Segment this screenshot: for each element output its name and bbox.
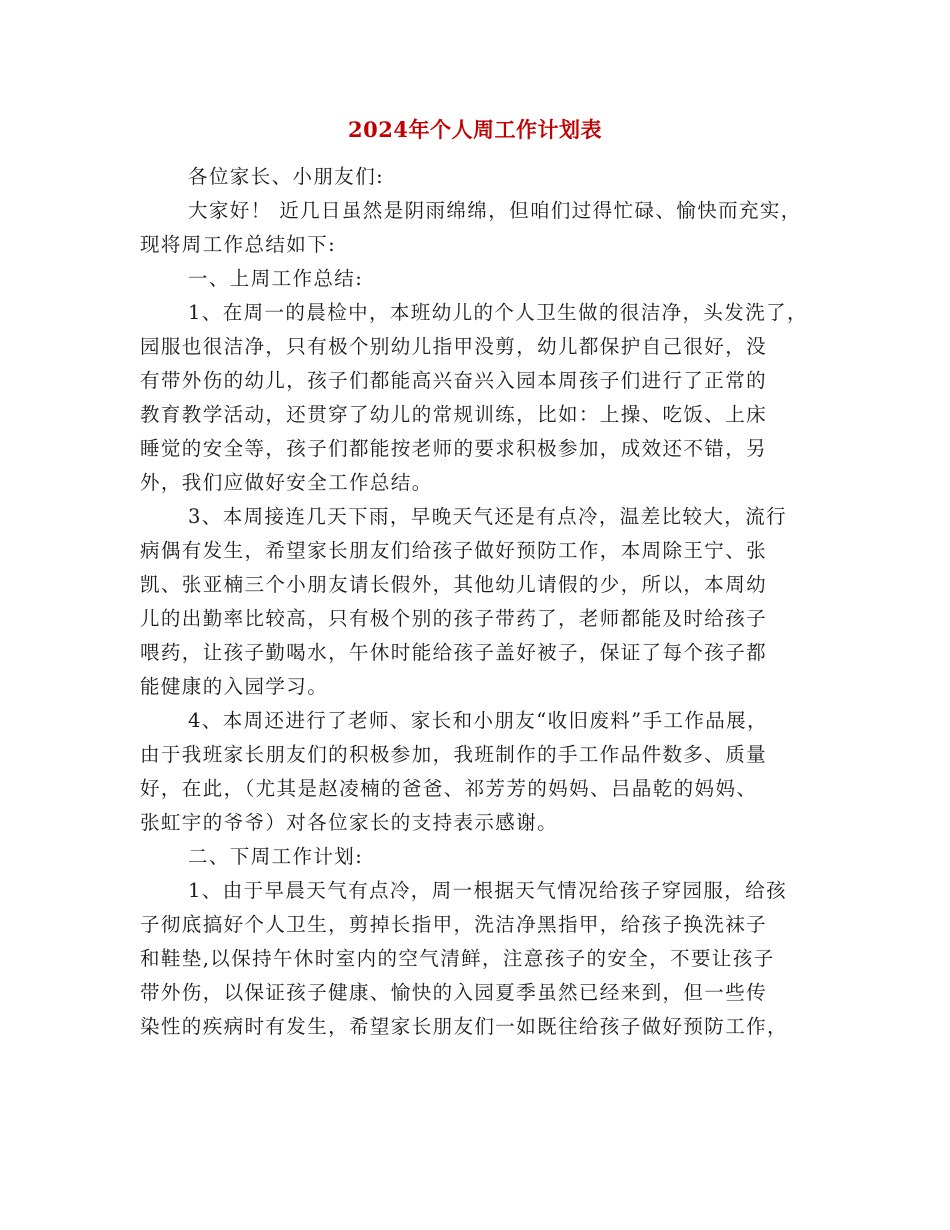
text-line: 二、下周工作计划:: [188, 845, 364, 868]
text-line: 外，我们应做好安全工作总结。: [140, 471, 433, 494]
text-line: 张虹宇的爷爷）对各位家长的支持表示感谢。: [140, 811, 559, 834]
text-line: 现将周工作总结如下:: [140, 233, 337, 256]
text-line: 1、在周一的晨检中，本班幼儿的个人卫生做的很洁净，头发洗了，: [188, 301, 808, 324]
text-line: 凯、张亚楠三个小朋友请长假外，其他幼儿请假的少，所以，本周幼: [140, 573, 768, 596]
text-line: 园服也很洁净，只有极个别幼儿指甲没剪，幼儿都保护自己很好，没: [140, 335, 768, 358]
text-line: 带外伤，以保证孩子健康、愉快的入园夏季虽然已经来到，但一些传: [140, 981, 768, 1004]
document-body: [140, 160, 820, 1044]
text-line: 大家好！ 近几日虽然是阴雨绵绵，但咱们过得忙碌、愉快而充实，: [188, 199, 802, 222]
text-line: 各位家长、小朋友们:: [188, 165, 385, 188]
text-line: 病偶有发生，希望家长朋友们给孩子做好预防工作，本周除王宁、张: [140, 539, 768, 562]
text-line: 4、本周还进行了老师、家长和小朋友“收旧废料”手工作品展，: [188, 709, 768, 732]
document-title: 2024年个人周工作计划表: [348, 117, 602, 142]
text-line: 能健康的入园学习。: [140, 675, 329, 698]
text-line: 1、由于早晨天气有点冷，周一根据天气情况给孩子穿园服，给孩: [188, 879, 788, 902]
text-line: 3、本周接连几天下雨，早晚天气还是有点冷，温差比较大，流行: [188, 505, 788, 528]
text-line: 喂药，让孩子勤喝水，午休时能给孩子盖好被子，保证了每个孩子都: [140, 641, 768, 664]
text-line: 一、上周工作总结:: [188, 267, 364, 290]
text-line: 睡觉的安全等，孩子们都能按老师的要求积极参加，成效还不错，另: [140, 437, 768, 460]
text-line: 由于我班家长朋友们的积极参加，我班制作的手工作品件数多、质量: [140, 743, 768, 766]
text-line: 教育教学活动，还贯穿了幼儿的常规训练，比如：上操、吃饭、上床: [140, 403, 768, 426]
text-line: 子彻底搞好个人卫生，剪掉长指甲，洗洁净黑指甲，给孩子换洗袜子: [140, 913, 768, 936]
text-line: 儿的出勤率比较高，只有极个别的孩子带药了，老师都能及时给孩子: [140, 607, 768, 630]
text-line: 有带外伤的幼儿，孩子们都能高兴奋兴入园本周孩子们进行了正常的: [140, 369, 768, 392]
text-line: 好，在此，（尤其是赵凌楠的爸爸、祁芳芳的妈妈、吕晶乾的妈妈、: [140, 777, 758, 800]
text-line: 和鞋垫,以保持午休时室内的空气清鲜，注意孩子的安全，不要让孩子: [140, 947, 775, 970]
text-line: 染性的疾病时有发生，希望家长朋友们一如既往给孩子做好预防工作，: [140, 1015, 788, 1038]
